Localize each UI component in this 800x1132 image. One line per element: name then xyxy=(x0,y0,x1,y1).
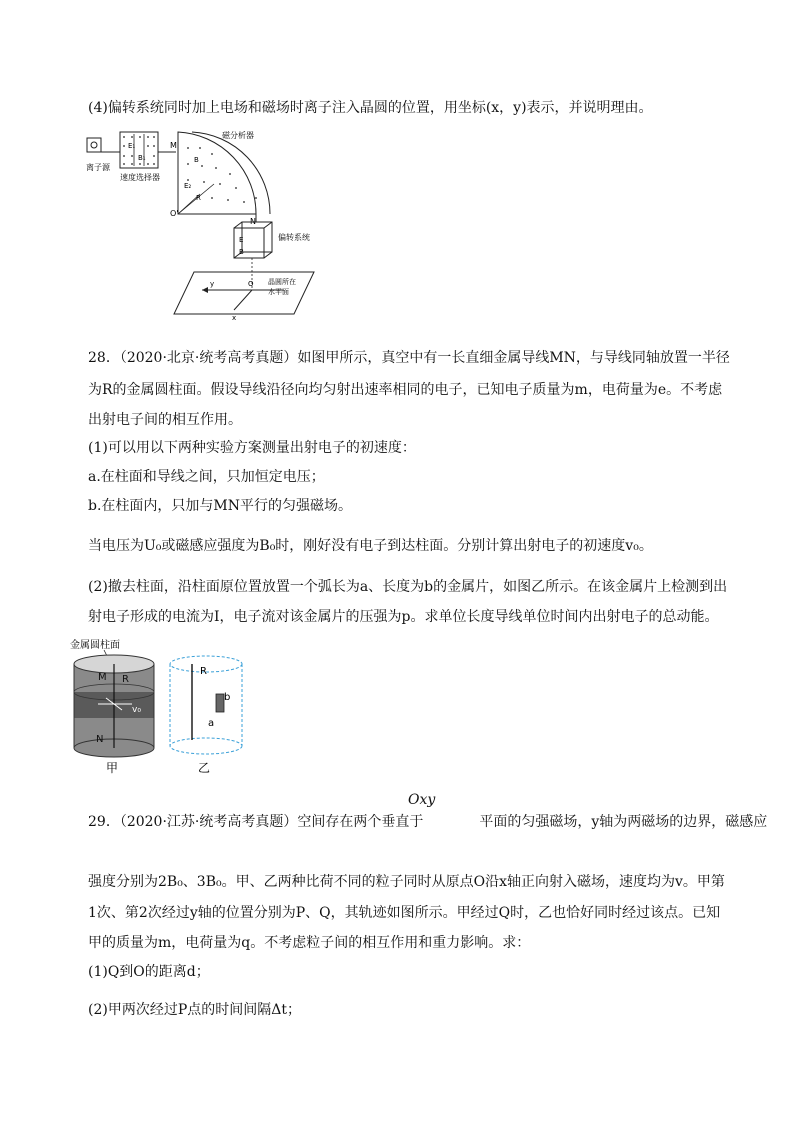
svg-text:B: B xyxy=(194,156,199,164)
svg-text:E₂: E₂ xyxy=(184,182,192,190)
q28-figure xyxy=(68,636,258,776)
q28-option-b: b.在柱面内，只加与MN平行的匀强磁场。 xyxy=(88,498,352,514)
q29-part2: (2)甲两次经过P点的时间间隔Δt； xyxy=(88,1002,301,1018)
q28-diagram xyxy=(68,636,258,776)
q27-part4-text: (4)偏转系统同时加上电场和磁场时离子注入晶圆的位置，用坐标(x，y)表示，并说明理由。 xyxy=(88,100,653,116)
q28-option-a: a.在柱面和导线之间，只加恒定电压； xyxy=(88,469,325,485)
ion-source-label: 离子源 xyxy=(86,163,110,172)
q28-part2-line2: 射电子形成的电流为I，电子流对该金属片的压强为p。求单位长度导线单位时间内出射电子的总动能。 xyxy=(88,609,719,625)
q28-part2-line1: (2)撤去柱面，沿柱面原位置放置一个弧长为a、长度为b的金属片，如图乙所示。在该金属片上检测到出 xyxy=(88,579,728,595)
q28-line2: 为R的金属圆柱面。假设导线沿径向均匀射出速率相同的电子，已知电子质量为m，电荷量为e。不考虑 xyxy=(88,382,723,398)
ion-source-box xyxy=(87,138,101,152)
svg-text:晶圆所在: 晶圆所在 xyxy=(268,278,296,286)
velocity-selector-label: 速度选择器 xyxy=(120,173,160,182)
svg-text:v₀: v₀ xyxy=(132,705,141,715)
svg-text:M: M xyxy=(170,141,177,150)
deflection-label: 偏转系统 xyxy=(278,233,310,242)
q28-part1: (1)可以用以下两种实验方案测量出射电子的初速度： xyxy=(88,440,416,456)
svg-text:N: N xyxy=(96,734,104,745)
cylinder-jia xyxy=(74,655,154,757)
q28-line1: 28．（2020·北京·统考高考真题）如图甲所示，真空中有一长直细金属导线MN，与导线同轴放置一半径 xyxy=(88,350,730,366)
svg-text:N: N xyxy=(250,217,256,226)
svg-text:y: y xyxy=(210,280,215,288)
label-yi: 乙 xyxy=(198,761,211,775)
q29-line4: 甲的质量为m，电荷量为q。不考虑粒子间的相互作用和重力影响。求： xyxy=(88,935,531,951)
q29-line2: 强度分别为2B₀、3B₀。甲、乙两种比荷不同的粒子同时从原点O沿x轴正向射入磁场，速度均为v。甲第 xyxy=(88,874,725,890)
svg-text:E₁: E₁ xyxy=(128,142,136,150)
velocity-selector-box xyxy=(120,132,158,168)
svg-text:R: R xyxy=(196,194,201,202)
svg-text:E: E xyxy=(239,236,244,244)
q29-oxy-label: Oxy xyxy=(408,792,436,808)
q28-line3: 出射电子间的相互作用。 xyxy=(88,412,242,428)
svg-text:x: x xyxy=(232,314,237,322)
svg-text:b: b xyxy=(224,692,231,703)
svg-text:B₁: B₁ xyxy=(138,154,146,162)
q28-part1-condition: 当电压为U₀或磁感应强度为B₀时，刚好没有电子到达柱面。分别计算出射电子的初速度v₀。 xyxy=(88,538,653,554)
svg-text:R: R xyxy=(200,666,207,677)
q29-part1: (1)Q到O的距离d； xyxy=(88,964,210,980)
label-jia: 甲 xyxy=(106,761,119,775)
svg-text:a: a xyxy=(208,718,215,729)
cylinder-yi xyxy=(170,656,242,754)
svg-text:M: M xyxy=(98,672,107,683)
cylinder-label: 金属圆柱面 xyxy=(70,640,120,651)
svg-text:O': O' xyxy=(170,209,179,218)
q29-line1: 29．（2020·江苏·统考高考真题）空间存在两个垂直于 平面的匀强磁场，y轴为两磁场的边界，磁感应 xyxy=(88,814,768,830)
svg-text:O: O xyxy=(248,280,254,288)
svg-text:R: R xyxy=(122,674,129,685)
q27-diagram xyxy=(84,124,324,334)
analyzer-label: 磁分析器 xyxy=(222,131,254,140)
svg-text:水平面: 水平面 xyxy=(268,288,289,296)
q27-figure xyxy=(84,124,324,334)
ion-source-icon xyxy=(91,142,97,148)
svg-text:B: B xyxy=(239,248,244,256)
q29-line3: 1次、第2次经过y轴的位置分别为P、Q，其轨迹如图所示。甲经过Q时，乙也恰好同时经过该点。已知 xyxy=(88,905,721,921)
